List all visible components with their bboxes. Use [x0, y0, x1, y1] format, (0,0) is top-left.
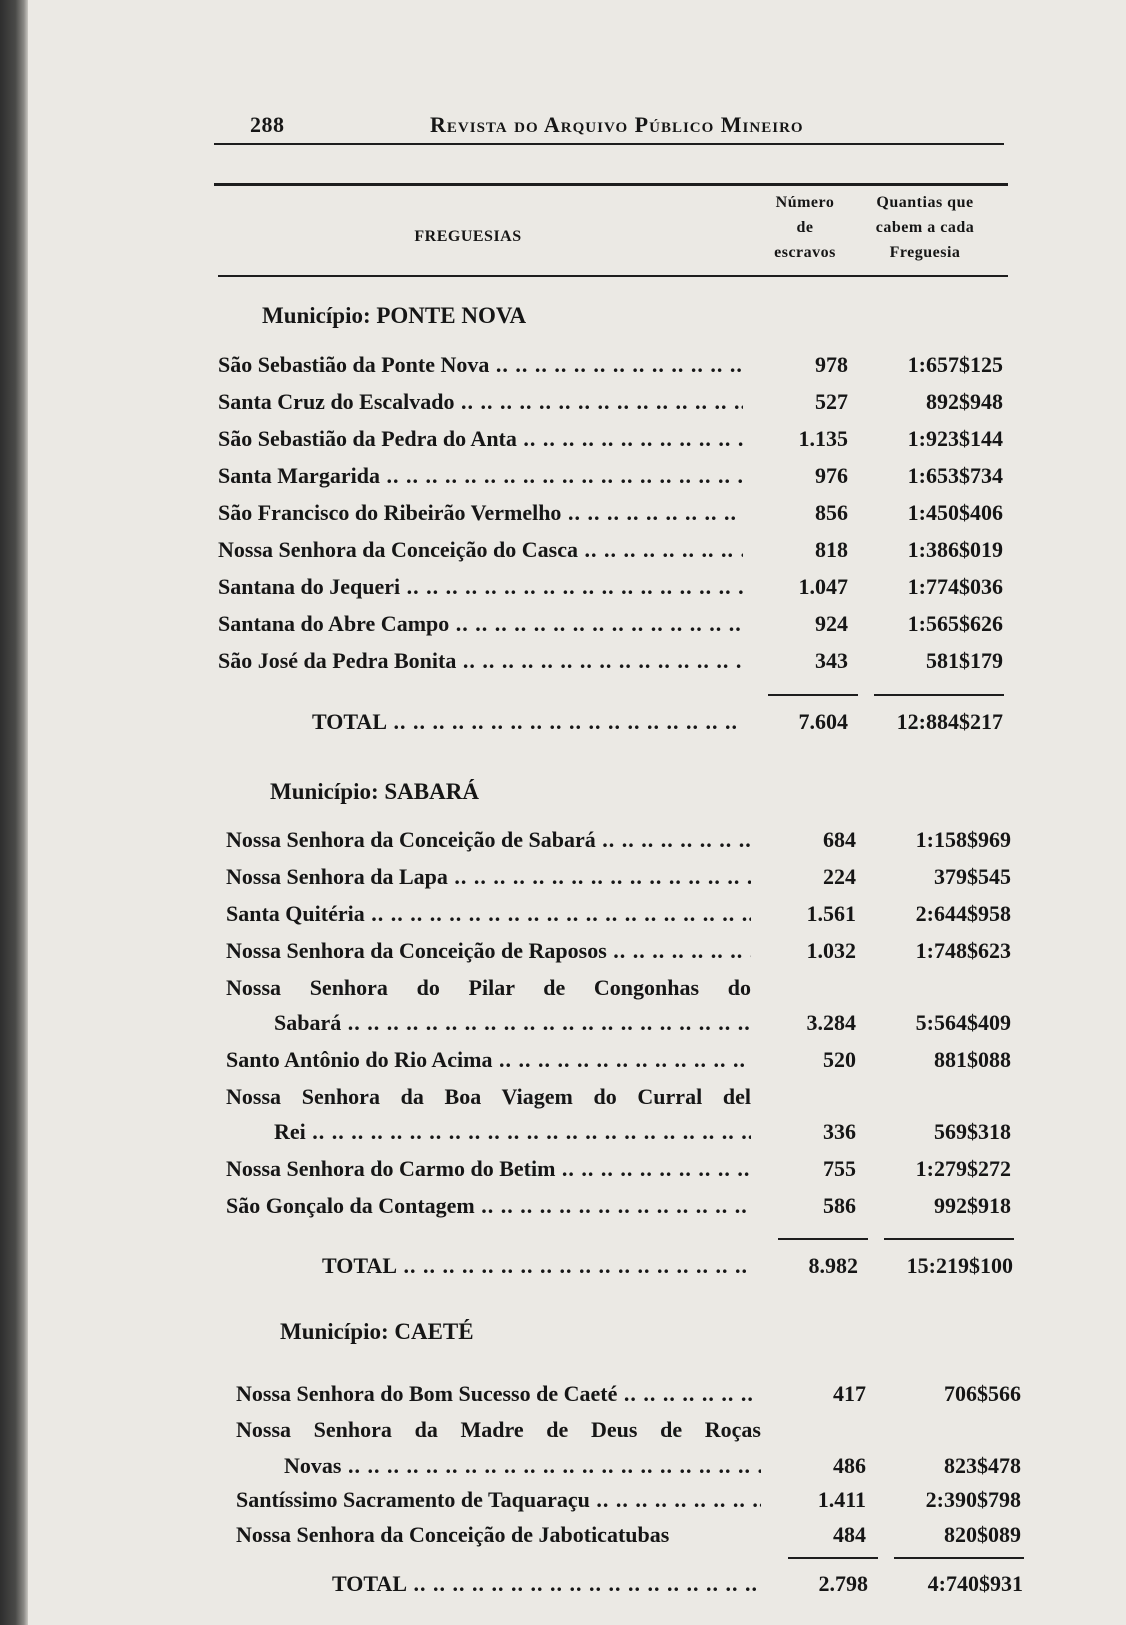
total-rule-escravos [768, 694, 858, 696]
freguesia-name: Nossa Senhora da Conceição do Casca .. .. [218, 532, 743, 568]
total-quantia: 4:740$931 [927, 1571, 1023, 1596]
freguesia-name: Sabará .. .. [274, 1005, 751, 1041]
quantia-value: 1:653$734 [907, 463, 1003, 488]
column-header-quantias-line3: Freguesia [889, 244, 961, 261]
table-top-rule [214, 183, 1008, 186]
quantia-value: 379$545 [934, 864, 1011, 889]
column-header-quantias-line2: cabem a cada [875, 219, 975, 236]
table-row [236, 1376, 1036, 1412]
quantia-value: 2:644$958 [915, 901, 1011, 926]
column-header-quantias-line1: Quantias que [876, 194, 974, 211]
table-header-rule [218, 275, 1008, 277]
column-header-quantias [850, 190, 1000, 265]
table-row [218, 384, 1018, 420]
total-row [332, 1566, 1032, 1602]
book-page [28, 0, 1126, 1625]
table-row [236, 1448, 1036, 1484]
escravos-count: 818 [815, 537, 848, 562]
page-number: 288 [250, 112, 285, 137]
quantia-value: 1:774$036 [907, 574, 1003, 599]
table-row [226, 822, 1026, 858]
freguesia-name: Novas .. .. [284, 1448, 761, 1484]
freguesia-name: Santana do Abre Campo .. .. [218, 606, 743, 642]
freguesia-name: Nossa Senhora do Bom Sucesso de Caeté .. .. [236, 1376, 761, 1412]
freguesia-name: Santa Margarida .. .. [218, 458, 743, 494]
freguesia-name: Santíssimo Sacramento de Taquaraçu .. .. [236, 1482, 761, 1518]
escravos-count: 755 [823, 1156, 856, 1181]
column-header-escravos-line3: escravos [774, 244, 836, 261]
quantia-value: 569$318 [934, 1119, 1011, 1144]
total-rule-quantia [884, 1238, 1014, 1240]
quantia-value: 1:748$623 [915, 938, 1011, 963]
total-escravos: 8.982 [808, 1253, 858, 1278]
freguesia-name-line1: Nossa Senhora do Pilar de Congonhas do [226, 975, 751, 1000]
freguesia-name: Santana do Jequeri .. .. [218, 569, 743, 605]
table-row [226, 896, 1026, 932]
freguesia-name: Santo Antônio do Rio Acima .. .. [226, 1042, 751, 1078]
total-quantia: 15:219$100 [906, 1253, 1013, 1278]
total-label: TOTAL .. .. [322, 1248, 754, 1284]
escravos-count: 417 [833, 1381, 866, 1406]
table-row [218, 458, 1018, 494]
section-title-caete: Município: CAETÉ [280, 1319, 474, 1344]
quantia-value: 5:564$409 [915, 1010, 1011, 1035]
total-rule-escravos [788, 1557, 878, 1559]
table-row [218, 532, 1018, 568]
escravos-count: 224 [823, 864, 856, 889]
quantia-value: 1:923$144 [907, 426, 1003, 451]
freguesia-name: Nossa Senhora do Carmo do Betim .. .. [226, 1151, 751, 1187]
table-row [226, 1005, 1026, 1041]
table-row [226, 933, 1026, 969]
table-row [218, 421, 1018, 457]
freguesia-name: São Gonçalo da Contagem .. .. [226, 1188, 751, 1224]
escravos-count: 586 [823, 1193, 856, 1218]
total-escravos: 2.798 [818, 1571, 868, 1596]
total-rule-quantia [894, 1557, 1024, 1559]
table-row [218, 643, 1018, 679]
quantia-value: 1:657$125 [907, 352, 1003, 377]
quantia-value: 706$566 [944, 1381, 1021, 1406]
book-spine-shadow [0, 0, 28, 1625]
escravos-count: 684 [823, 827, 856, 852]
escravos-count: 484 [833, 1522, 866, 1547]
escravos-count: 1.135 [798, 426, 848, 451]
table-row [226, 859, 1026, 895]
escravos-count: 527 [815, 389, 848, 414]
total-rule-escravos [778, 1238, 868, 1240]
total-quantia: 12:884$217 [896, 709, 1003, 734]
table-row [218, 347, 1018, 383]
freguesia-name: Nossa Senhora da Conceição de Jaboticatubas [236, 1522, 670, 1547]
header-rule [214, 143, 1004, 145]
table-row [226, 1151, 1026, 1187]
table-row [226, 1042, 1026, 1078]
freguesia-name: São Francisco do Ribeirão Vermelho .. .. [218, 495, 743, 531]
quantia-value: 823$478 [944, 1453, 1021, 1478]
escravos-count: 978 [815, 352, 848, 377]
table-row [218, 569, 1018, 605]
quantia-value: 1:565$626 [907, 611, 1003, 636]
escravos-count: 520 [823, 1047, 856, 1072]
table-row [236, 1482, 1036, 1518]
escravos-count: 1.561 [806, 901, 856, 926]
quantia-value: 992$918 [934, 1193, 1011, 1218]
total-row [312, 704, 1018, 740]
freguesia-name: São José da Pedra Bonita .. .. [218, 643, 743, 679]
freguesia-name: São Sebastião da Pedra do Anta .. .. [218, 421, 743, 457]
escravos-count: 1.032 [806, 938, 856, 963]
table-row [218, 606, 1018, 642]
total-rule-quantia [874, 694, 1004, 696]
total-row [322, 1248, 1028, 1284]
column-header-escravos [750, 190, 860, 265]
total-escravos: 7.604 [798, 709, 848, 734]
running-head [250, 112, 1040, 142]
quantia-value: 1:279$272 [915, 1156, 1011, 1181]
escravos-count: 486 [833, 1453, 866, 1478]
escravos-count: 856 [815, 500, 848, 525]
quantia-value: 820$089 [944, 1522, 1021, 1547]
quantia-value: 1:450$406 [907, 500, 1003, 525]
column-header-freguesias: FREGUESIAS [414, 228, 522, 245]
escravos-count: 976 [815, 463, 848, 488]
freguesia-name-line1: Nossa Senhora da Boa Viagem do Curral del [226, 1084, 751, 1109]
section-title-ponte-nova: Município: PONTE NOVA [262, 303, 527, 328]
table-row [218, 495, 1018, 531]
escravos-count: 343 [815, 648, 848, 673]
section-title-sabara: Município: SABARÁ [270, 779, 479, 804]
column-header-escravos-line2: de [796, 219, 814, 236]
escravos-count: 336 [823, 1119, 856, 1144]
escravos-count: 3.284 [806, 1010, 856, 1035]
table-row [226, 1188, 1026, 1224]
journal-title: Revista do Arquivo Público Mineiro [430, 112, 804, 137]
total-label: TOTAL .. .. [312, 704, 744, 740]
table-row [226, 1114, 1026, 1150]
quantia-value: 881$088 [934, 1047, 1011, 1072]
freguesia-name: Santa Quitéria .. .. [226, 896, 751, 932]
column-header-escravos-line1: Número [775, 194, 835, 211]
quantia-value: 1:158$969 [915, 827, 1011, 852]
escravos-count: 1.411 [817, 1487, 866, 1512]
freguesia-name: Rei .. .. [274, 1114, 751, 1150]
total-label: TOTAL .. .. [332, 1566, 764, 1602]
table-row [236, 1517, 1036, 1553]
freguesia-name: Nossa Senhora da Conceição de Sabará .. .. [226, 822, 751, 858]
freguesia-name: Nossa Senhora da Conceição de Raposos .. .. [226, 933, 751, 969]
quantia-value: 892$948 [926, 389, 1003, 414]
freguesia-name: Nossa Senhora da Lapa .. .. [226, 859, 751, 895]
quantia-value: 2:390$798 [925, 1487, 1021, 1512]
quantia-value: 581$179 [926, 648, 1003, 673]
freguesia-name: São Sebastião da Ponte Nova .. .. [218, 347, 743, 383]
quantia-value: 1:386$019 [907, 537, 1003, 562]
escravos-count: 924 [815, 611, 848, 636]
escravos-count: 1.047 [798, 574, 848, 599]
freguesia-name-line1: Nossa Senhora da Madre de Deus de Roças [236, 1417, 761, 1442]
freguesia-name: Santa Cruz do Escalvado .. .. [218, 384, 743, 420]
